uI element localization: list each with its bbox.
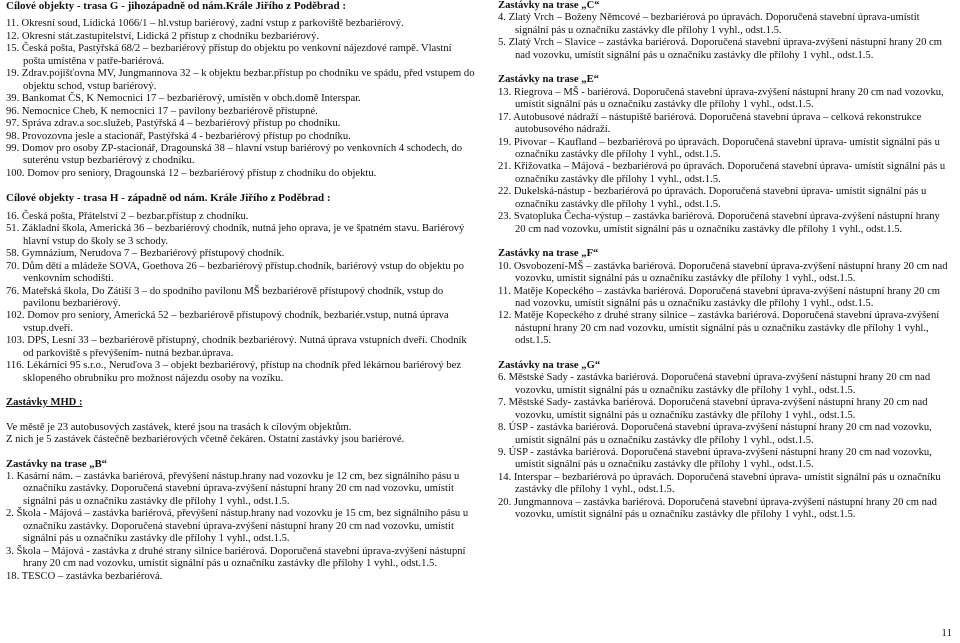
list-item: 4. Zlatý Vrch – Boženy Němcové – bezbariérová po úpravách. Doporučená stavební úprava-umístit signální pás u označníku zastávky dle přílohy 1 vyhl., odst.1.5. bbox=[498, 12, 920, 36]
list-item: 12. Okresní stát.zastupitelství, Lidická 2 přístup z chodníku bezbariérový. bbox=[6, 30, 320, 42]
list-item: 58. Gymnázium, Nerudova 7 – Bezbariérový přístupový chodník. bbox=[6, 248, 285, 260]
section-title-route-h: Cílové objekty - trasa H - západně od nám. Krále Jiřího z Poděbrad : bbox=[6, 192, 331, 205]
route-h-objects-list bbox=[6, 211, 476, 385]
list-item: 98. Provozovna jesle a stacionář, Pastýřská 4 - bezbariérový přístup po chodníku. bbox=[6, 130, 351, 142]
list-item: 18. TESCO – zastávka bezbariérová. bbox=[6, 570, 163, 582]
right-column bbox=[498, 0, 948, 522]
list-item: 12. Matěje Kopeckého z druhé strany silnice – zastávka bariérová. Doporučená stavební úprava-zvýšení nástupní hrany 20 cm nad vozovku, umístit signální pás u označníku zastávky dle přílohy 1 vyhl., odst.1.5. bbox=[498, 310, 940, 347]
list-item: 19. Pivovar – Kaufland – bezbariérová po úpravách. Doporučená stavební úprava- umístit signální pás u označníku zastávky dle přílohy 1 vyhl., odst.1.5. bbox=[498, 136, 940, 160]
list-item: 6. Městské Sady - zastávka bariérová. Doporučená stavební úprava-zvýšení nástupní hrany 20 cm nad vozovku, umístit signální pás u označníku zastávky dle přílohy 1 vyhl., odst.1.5. bbox=[498, 372, 931, 396]
route-e-title: Zastávky na trase „E“ bbox=[498, 74, 599, 86]
list-item: 19. Zdrav.pojišťovna MV, Jungmannova 32 – k objektu bezbar.přístup po chodníku ve spádu, před vstupem do objektu schod, vstup bariérový. bbox=[6, 68, 475, 92]
list-item: 1. Kasární nám. – zastávka bariérová, převýšení nástup.hrany nad vozovku je 12 cm, bez signálního pásu u označníku zastávky. Doporučená stavební úprava-zvýšení nástupní hrany 20 cm nad vozovku, umístit signální pás u označníku zastávky dle přílohy 1 vyhl., odst.1.5. bbox=[6, 470, 460, 507]
route-c-stops-list bbox=[498, 12, 948, 62]
route-e-stops-list bbox=[498, 87, 948, 236]
list-item: 39. Bankomat ČS, K Nemocnici 17 – bezbariérový, umístěn v obch.domě Interspar. bbox=[6, 93, 361, 105]
list-item: 70. Dům dětí a mládeže SOVA, Goethova 26 – bezbariérový přístup.chodník, bariérový vstup do objektu po venkovním schodišti. bbox=[6, 260, 464, 285]
route-f-stops-list bbox=[498, 261, 948, 348]
list-item: 11. Okresní soud, Lidická 1066/1 – hl.vstup bariérový, zadní vstup z parkoviště bezbariérový. bbox=[6, 18, 404, 30]
mhd-paragraph-1: Ve městě je 23 autobusových zastávek, které jsou na trasách k cílovým objektům. bbox=[6, 421, 352, 433]
list-item: 96. Nemocnice Cheb, K nemocnici 17 – pavilony bezbariérově přístupné. bbox=[6, 105, 318, 117]
list-item: 5. Zlatý Vrch – Slavice – zastávka bariérová. Doporučená stavební úprava-zvýšení nástupní hrany 20 cm nad vozovku, umístit signální pás u označníku zastávky dle přílohy 1 vyhl., odst.1.5. bbox=[498, 37, 942, 61]
list-item: 103. DPS, Lesní 33 – bezbariérově přístupný, chodník bezbariérový. Nutná úprava vstupních dveří. Chodník od parkoviště s převýšením- nutná bezbar.úprava. bbox=[6, 335, 467, 359]
left-column bbox=[6, 0, 476, 583]
route-g-stops-list bbox=[498, 372, 948, 521]
list-item: 13. Riegrova – MŠ - bariérová. Doporučená stavební úprava-zvýšení nástupní hrany 20 cm nad vozovku, umístit signální pás u označníku zastávky dle přílohy 1 vyhl., odst.1.5. bbox=[498, 86, 944, 111]
list-item: 22. Dukelská-nástup - bezbariérová po úpravách. Doporučená stavební úprava- umístit signální pás u označníku zastávky dle přílohy 1 vyhl., odst.1.5. bbox=[498, 186, 927, 210]
route-f-title: Zastávky na trase „F“ bbox=[498, 248, 599, 260]
list-item: 7. Městské Sady- zastávka bariérová. Doporučená stavební úprava-zvýšení nástupní hrany 20 cm nad vozovku, umístit signální pás u označníku zastávky dle přílohy 1 vyhl., odst.1.5. bbox=[498, 397, 928, 421]
list-item: 11. Matěje Kopeckého – zastávka bariérová. Doporučená stavební úprava-zvýšení nástupní hrany 20 cm nad vozovku, umístit signální pás u označníku zastávky dle přílohy 1 vyhl., odst.1.5. bbox=[498, 285, 941, 309]
list-item: 99. Domov pro osoby ZP-stacionář, Dragounská 38 – hlavní vstup bariérový po venkovních 4 schodech, do suterénu vstup bezbariérový z chodníku. bbox=[6, 142, 463, 167]
route-b-title: Zastávky na trase „B“ bbox=[6, 458, 107, 470]
section-title-route-g: Cílové objekty - trasa G - jihozápadně od nám.Krále Jiřího z Poděbrad : bbox=[6, 0, 347, 12]
list-item: 14. Interspar – bezbariérová po úpravách. Doporučená stavební úprava- umístit signální pás u označníku zastávky dle přílohy 1 vyhl., odst.1.5. bbox=[498, 471, 941, 496]
route-b-stops-list bbox=[6, 471, 476, 583]
list-item: 15. Česká pošta, Pastýřská 68/2 – bezbariérový přístup do objektu po venkovní nájezdové rampě. Vlastní pošta umístěna v patře-bariérová. bbox=[6, 43, 452, 67]
route-g-title: Zastávky na trase „G“ bbox=[498, 359, 601, 371]
list-item: 100. Domov pro seniory, Dragounská 12 – bezbariérový přístup z chodníku do objektu. bbox=[6, 167, 377, 179]
list-item: 76. Mateřská škola, Do Zátiší 3 – do spodního pavilonu MŠ bezbariérově přístupový chodník, vstup do pavilonu bezbariérový. bbox=[6, 285, 444, 309]
mhd-title: Zastávky MHD : bbox=[6, 397, 83, 409]
mhd-paragraph-2: Z nich je 5 zastávek částečně bezbariérových včetně čekáren. Ostatní zastávky jsou bariérové. bbox=[6, 434, 405, 446]
list-item: 2. Škola - Májová – zastávka bariérová, převýšení nástup.hrany nad vozovku je 15 cm, bez signálního pásu u označníku zastávky. Doporučená stavební úprava-zvýšení nástupní hrany 20 cm nad vozovku, umístit signální pás u označníku zastávky dle přílohy 1 vyhl., odst.1.5. bbox=[6, 508, 469, 545]
list-item: 9. ÚSP - zastávka bariérová. Doporučená stavební úprava-zvýšení nástupní hrany 20 cm nad vozovku, umístit signální pás u označníku zastávky dle přílohy 1 vyhl., odst.1.5. bbox=[498, 446, 932, 471]
list-item: 97. Správa zdrav.a soc.služeb, Pastýřská 4 – bezbariérový přístup po chodníku. bbox=[6, 118, 341, 130]
page-number: 11 bbox=[941, 627, 952, 639]
list-item: 116. Lékárníci 95 s.r.o., Neruďova 3 – objekt bezbariérový, přístup na chodník před lékárnou bariérový bez sklopeného obrubníku pro možnost nájezdu osoby na vozíku. bbox=[6, 360, 462, 384]
list-item: 8. ÚSP - zastávka bariérová. Doporučená stavební úprava-zvýšení nástupní hrany 20 cm nad vozovku, umístit signální pás u označníku zastávky dle přílohy 1 vyhl., odst.1.5. bbox=[498, 422, 932, 446]
route-c-title: Zastávky na trase „C“ bbox=[498, 0, 600, 11]
list-item: 51. Základní škola, Americká 36 – bezbariérový chodník, nutná jeho oprava, je ve špatném stavu. Bariérový hlavní vstup do školy se 3 schody. bbox=[6, 223, 465, 247]
list-item: 23. Svatopluka Čecha-výstup – zastávka bariérová. Doporučená stavební úprava-zvýšení nástupní hrany 20 cm nad vozovku, umístit signální pás u označníku zastávky dle přílohy 1 vyhl., odst.1.5. bbox=[498, 211, 940, 235]
list-item: 10. Osvobození-MŠ – zastávka bariérová. Doporučená stavební úprava-zvýšení nástupní hrany 20 cm nad vozovku, umístit signální pás u označníku zastávky dle přílohy 1 vyhl., odst.1.5. bbox=[498, 260, 948, 285]
list-item: 17. Autobusové nádraží – nástupiště bariérová. Doporučená stavební úprava – celková rekonstrukce autobusového nádraží. bbox=[498, 111, 922, 136]
route-g-objects-list bbox=[6, 18, 476, 180]
list-item: 20. Jungmannova – zastávka bariérová. Doporučená stavební úprava-zvýšení nástupní hrany 20 cm nad vozovku, umístit signální pás u označníku zastávky dle přílohy 1 vyhl., odst.1.5. bbox=[498, 496, 937, 521]
list-item: 21. Křižovatka – Májová - bezbariérová po úpravách. Doporučená stavební úprava- umístit signální pás u označníku zastávky dle přílohy 1 vyhl., odst.1.5. bbox=[498, 161, 946, 185]
list-item: 3. Škola – Májová - zastávka z druhé strany silnice bariérová. Doporučená stavební úprava-zvýšení nástupní hrany 20 cm nad vozovku, umístit signální pás u označníku zastávky dle přílohy 1 vyhl., odst.1.5. bbox=[6, 545, 466, 570]
list-item: 102. Domov pro seniory, Americká 52 – bezbariérově přístupový chodník, bezbariér.vstup, nutná úprava vstup.dveří. bbox=[6, 310, 449, 334]
list-item: 16. Česká pošta, Přátelství 2 – bezbar.přístup z chodníku. bbox=[6, 210, 249, 222]
